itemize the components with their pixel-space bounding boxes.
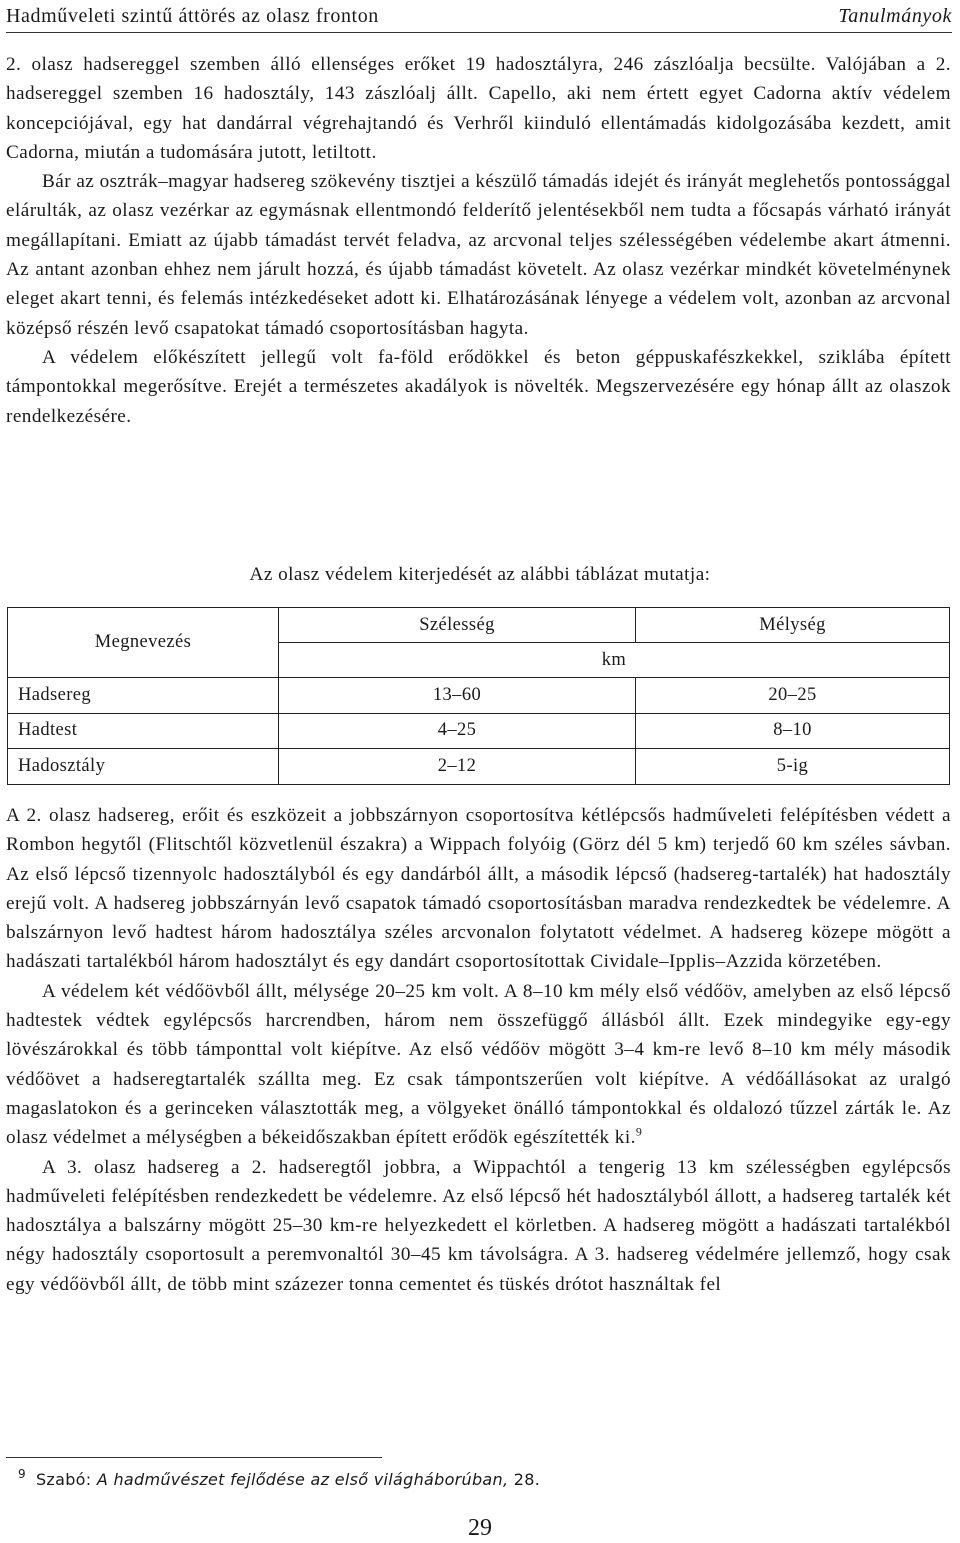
paragraph: 2. olasz hadsereggel szemben álló ellenséges erőket 19 hadosztályra, 246 zászlóalja becsülte. Valójában a 2. hadsereggel szemben 16 hadosztály, 143 zászlóalj állt. Capello, aki nem értett egyet Cadorna aktív védelem koncepciójával, egy hat dandárral végrehajtandó és Verhről kiinduló ellentámadás kidolgozásába kezdett, amit Cadorna, miután a tudomására jutott, letiltott. bbox=[6, 54, 951, 163]
body-text-top bbox=[6, 50, 951, 431]
table-cell-depth: 5-ig bbox=[636, 749, 950, 785]
defense-extent-table bbox=[7, 607, 950, 785]
table-header-unit: km bbox=[279, 643, 950, 678]
table-row bbox=[8, 678, 950, 714]
table-header-width: Szélesség bbox=[279, 608, 636, 643]
table-header-depth: Mélység bbox=[636, 608, 950, 643]
table-cell-width: 2–12 bbox=[279, 749, 636, 785]
table-row bbox=[8, 749, 950, 785]
footnote bbox=[18, 1467, 541, 1489]
paragraph: A 3. olasz hadsereg a 2. hadseregtől jobbra, a Wippachtól a tengerig 13 km szélességben egylépcsős hadműveleti felépítésben rendezkedett be védelemre. Az első lépcső hét hadosztályból állott, a hadsereg tartalék két hadosztálya a balszárny mögött 25–30 km-re helyezkedett el körletben. A hadsereg mögött a hadászati tartalékból négy hadosztály csoportosult a peremvonaltól 30–45 km távolságra. A 3. hadsereg védelmére jellemző, hogy csak egy védőövből állt, de több mint százezer tonna cementet és tüskés drótot használtak fel bbox=[6, 1156, 951, 1295]
table-caption: Az olasz védelem kiterjedését az alábbi táblázat mutatja: bbox=[249, 564, 711, 585]
header-section-label: Tanulmányok bbox=[838, 4, 952, 27]
running-header bbox=[6, 0, 952, 33]
table-cell-width: 13–60 bbox=[279, 678, 636, 714]
paragraph: Bár az osztrák–magyar hadsereg szökevény tisztjei a készülő támadás idejét és irányát meglehetős pontossággal elárulták, az olasz vezérkar az egymásnak ellentmondó felderítő jelentésekből nem tudta a főcsapás várható irányát megállapítani. Emiatt az újabb támadást tervét feladva, az arcvonal teljes szélességében védelembe akart átmenni. Az antant azonban ehhez nem járult hozzá, és újabb támadást követelt. Az olasz vezérkar mindkét követelménynek eleget akart tenni, és felemás intézkedéseket adott ki. Elhatározásának lényege a védelem volt, azonban az arcvonal középső részén levő csapatokat támadó csoportosításban hagyta. bbox=[6, 171, 951, 339]
footnote-divider bbox=[6, 1457, 382, 1458]
table-cell-depth: 20–25 bbox=[636, 678, 950, 714]
footnote-page: 28. bbox=[508, 1470, 541, 1489]
paragraph: A 2. olasz hadsereg, erőit és eszközeit a jobbszárnyon csoportosítva kétlépcsős hadműveleti felépítésben védett a Rombon hegytől (Flitschtől közvetlenül északra) a Wippach folyóig (Görz dél 5 km) terjedő 60 km széles sávban. Az első lépcső tizennyolc hadosztályból és egy dandárból állt, a második lépcső (hadsereg-tartalék) hat hadosztály erejű volt. A hadsereg jobbszárnyán levő csapatok támadó csoportosításban maradva rendezkedtek be védelemre. A balszárnyon levő hadtest három hadosztálya széles arcvonalon folytatott védelmet. A hadsereg közepe mögött a hadászati tartalékból három hadosztályt és egy dandárt csoportosítottak Cividale–Ipplis–Azzida körzetében. bbox=[6, 805, 951, 973]
paragraph: A védelem előkészített jellegű volt fa-föld erődökkel és beton géppuskafészkekkel, sziklába épített támpontokkal megerősítve. Erejét a természetes akadályok is növelték. Megszervezésére egy hónap állt az olaszok rendelkezésére. bbox=[6, 346, 951, 427]
page-number: 29 bbox=[468, 1515, 492, 1541]
footnote-mark: 9 bbox=[18, 1467, 26, 1481]
paragraph bbox=[6, 977, 951, 1153]
table-row bbox=[8, 713, 950, 749]
footnote-author: Szabó: bbox=[35, 1470, 97, 1489]
table-cell-name: Hadosztály bbox=[8, 749, 279, 785]
table-cell-width: 4–25 bbox=[279, 713, 636, 749]
table-cell-depth: 8–10 bbox=[636, 713, 950, 749]
header-article-title: Hadműveleti szintű áttörés az olasz fronton bbox=[6, 4, 379, 27]
table-cell-name: Hadsereg bbox=[8, 678, 279, 714]
table-cell-name: Hadtest bbox=[8, 713, 279, 749]
body-text-bottom bbox=[6, 801, 951, 1299]
footnote-title: A hadművészet fejlődése az első világháborúban, bbox=[96, 1470, 509, 1489]
table-header-name: Megnevezés bbox=[8, 608, 279, 678]
paragraph-text: A védelem két védőövből állt, mélysége 20–25 km volt. A 8–10 km mély első védőöv, amelyben az első lépcső hadtestek védtek egylépcsős harcrendben, három nem összefüggő állásból állt. Ezek mindegyike egy-egy lövészárokkal és több támponttal volt kiépítve. Az első védőöv mögött 3–4 km-re levő 8–10 km mély második védőövet a hadseregtartalék szállta meg. Ez csak támpontszerűen volt kiépítve. A védőállásokat az uralgó magaslatokon és a gerinceken választották meg, a völgyeket önálló támpontokkal és oldalozó tűzzel zárták le. Az olasz védelmet a mélységben a békeidőszakban épített erődök egészítették ki. bbox=[6, 980, 951, 1149]
footnote-reference[interactable]: 9 bbox=[635, 1124, 643, 1139]
